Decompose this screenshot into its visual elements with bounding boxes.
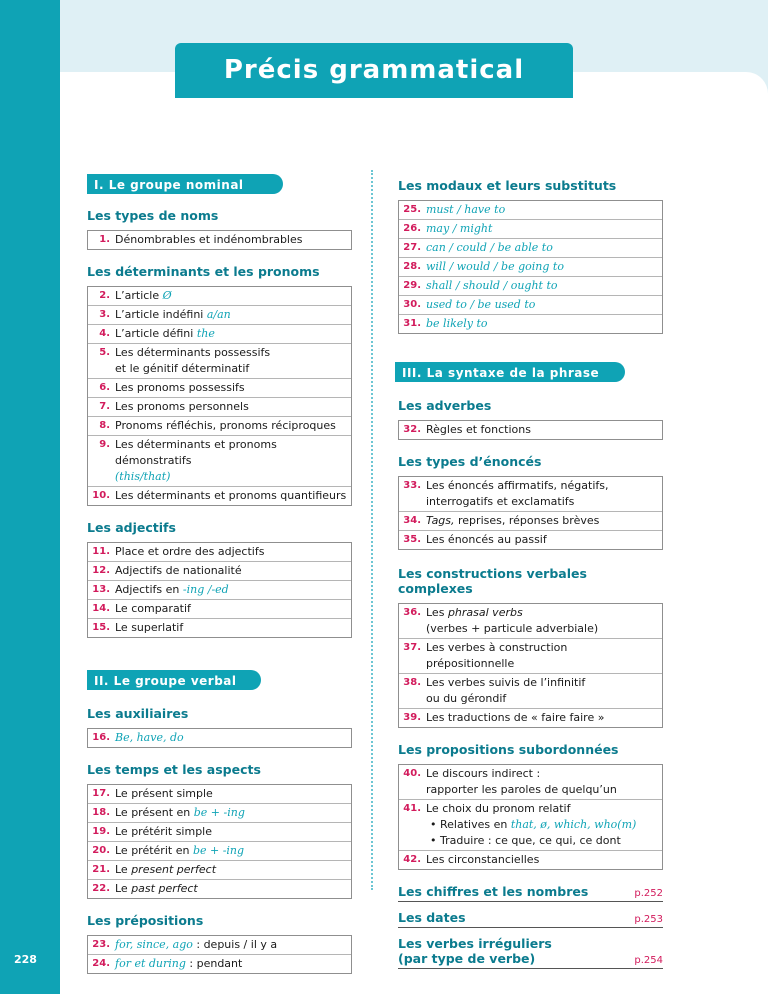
list-item[interactable]: 33. Les énoncés affirmatifs, négatifs, interrogatifs et exclamatifs: [403, 479, 609, 508]
list-item[interactable]: 10. Les déterminants et pronoms quantifieurs: [88, 486, 351, 505]
list-item[interactable]: 7. Les pronoms personnels: [88, 397, 351, 416]
list-item[interactable]: 4. L’article défini the: [88, 324, 351, 343]
list-constructions: [398, 603, 663, 728]
right-column: [398, 178, 663, 969]
category-types-noms: Les types de noms: [87, 208, 219, 223]
category-temps: Les temps et les aspects: [87, 762, 261, 777]
column-divider: [371, 170, 373, 890]
reference-list: [398, 884, 663, 969]
reference-row[interactable]: Les verbes irréguliers (par type de verbe) p.254: [398, 936, 663, 969]
title-tab: [175, 43, 573, 98]
category-prepositions: Les prépositions: [87, 913, 204, 928]
left-column: [87, 174, 352, 974]
list-item[interactable]: 37. Les verbes à construction prépositionnelle: [399, 638, 662, 673]
page-title: Précis grammatical: [223, 55, 525, 85]
list-item[interactable]: 9. Les déterminants et pronoms démonstratifs (this/that): [88, 435, 351, 486]
list-item[interactable]: 28. will / would / be going to: [399, 257, 662, 276]
list-determinants: [87, 286, 352, 506]
list-subordonnees: [398, 764, 663, 870]
list-item[interactable]: 30. used to / be used to: [399, 295, 662, 314]
list-item[interactable]: 21. Le present perfect: [88, 860, 351, 879]
list-item[interactable]: 17. Le présent simple: [92, 787, 213, 800]
page-number: 228: [14, 953, 37, 966]
reference-row[interactable]: Les dates p.253: [398, 910, 663, 928]
list-item[interactable]: 18. Le présent en be + -ing: [88, 803, 351, 822]
list-item[interactable]: 32. Règles et fonctions: [403, 423, 531, 436]
list-item[interactable]: 25. must / have to: [403, 203, 506, 216]
left-sidebar-band: [0, 0, 60, 994]
list-types-noms: [87, 230, 352, 250]
list-item[interactable]: 19. Le prétérit simple: [88, 822, 351, 841]
list-item[interactable]: 27. can / could / be able to: [399, 238, 662, 257]
list-item[interactable]: 12. Adjectifs de nationalité: [88, 561, 351, 580]
section-heading-1: I. Le groupe nominal: [87, 174, 352, 194]
list-enonces: [398, 476, 663, 550]
list-modaux: [398, 200, 663, 334]
list-item[interactable]: 2. L’article Ø: [99, 289, 172, 302]
category-auxiliaires: Les auxiliaires: [87, 706, 189, 721]
list-item[interactable]: 41. Le choix du pronom relatif • Relatives en that, ø, which, who(m) • Traduire : ce que, ce qui, ce dont: [399, 799, 662, 850]
list-prepositions: [87, 935, 352, 974]
list-item[interactable]: 14. Le comparatif: [88, 599, 351, 618]
list-item[interactable]: 13. Adjectifs en -ing /-ed: [88, 580, 351, 599]
list-item[interactable]: 36. Les phrasal verbs (verbes + particule adverbiale): [403, 606, 599, 635]
list-item[interactable]: 24. for et during : pendant: [88, 954, 351, 973]
list-item[interactable]: 39. Les traductions de « faire faire »: [399, 708, 662, 727]
list-adjectifs: [87, 542, 352, 638]
list-item[interactable]: 42. Les circonstancielles: [399, 850, 662, 869]
list-item[interactable]: 26. may / might: [399, 219, 662, 238]
list-item[interactable]: 31. be likely to: [399, 314, 662, 333]
list-item[interactable]: 1. Dénombrables et indénombrables: [99, 233, 303, 246]
section-heading-3: III. La syntaxe de la phrase: [395, 362, 663, 382]
list-item[interactable]: 6. Les pronoms possessifs: [88, 378, 351, 397]
category-enonces: Les types d’énoncés: [398, 454, 542, 469]
category-determinants: Les déterminants et les pronoms: [87, 264, 320, 279]
list-temps: [87, 784, 352, 899]
list-item[interactable]: 38. Les verbes suivis de l’infinitif ou du gérondif: [399, 673, 662, 708]
category-subordonnees: Les propositions subordonnées: [398, 742, 619, 757]
list-item[interactable]: 29. shall / should / ought to: [399, 276, 662, 295]
list-item[interactable]: 3. L’article indéfini a/an: [88, 305, 351, 324]
category-constructions: Les constructions verbales complexes: [398, 566, 587, 596]
list-adverbes: [398, 420, 663, 440]
category-adverbes: Les adverbes: [398, 398, 492, 413]
list-item[interactable]: 22. Le past perfect: [88, 879, 351, 898]
reference-row[interactable]: Les chiffres et les nombres p.252: [398, 884, 663, 902]
list-item[interactable]: 5. Les déterminants possessifs et le génitif déterminatif: [88, 343, 351, 378]
list-item[interactable]: 34. Tags, reprises, réponses brèves: [399, 511, 662, 530]
category-modaux: Les modaux et leurs substituts: [398, 178, 617, 193]
list-item[interactable]: 23. for, since, ago : depuis / il y a: [92, 938, 278, 951]
list-item[interactable]: 8. Pronoms réfléchis, pronoms réciproques: [88, 416, 351, 435]
list-item[interactable]: 15. Le superlatif: [88, 618, 351, 637]
list-item[interactable]: 20. Le prétérit en be + -ing: [88, 841, 351, 860]
list-item[interactable]: 40. Le discours indirect : rapporter les paroles de quelqu’un: [403, 767, 617, 796]
category-adjectifs: Les adjectifs: [87, 520, 176, 535]
list-item[interactable]: 35. Les énoncés au passif: [399, 530, 662, 549]
section-heading-2: II. Le groupe verbal: [87, 670, 352, 690]
list-item[interactable]: 11. Place et ordre des adjectifs: [92, 545, 265, 558]
list-item[interactable]: 16. Be, have, do: [92, 731, 184, 744]
list-auxiliaires: [87, 728, 352, 748]
